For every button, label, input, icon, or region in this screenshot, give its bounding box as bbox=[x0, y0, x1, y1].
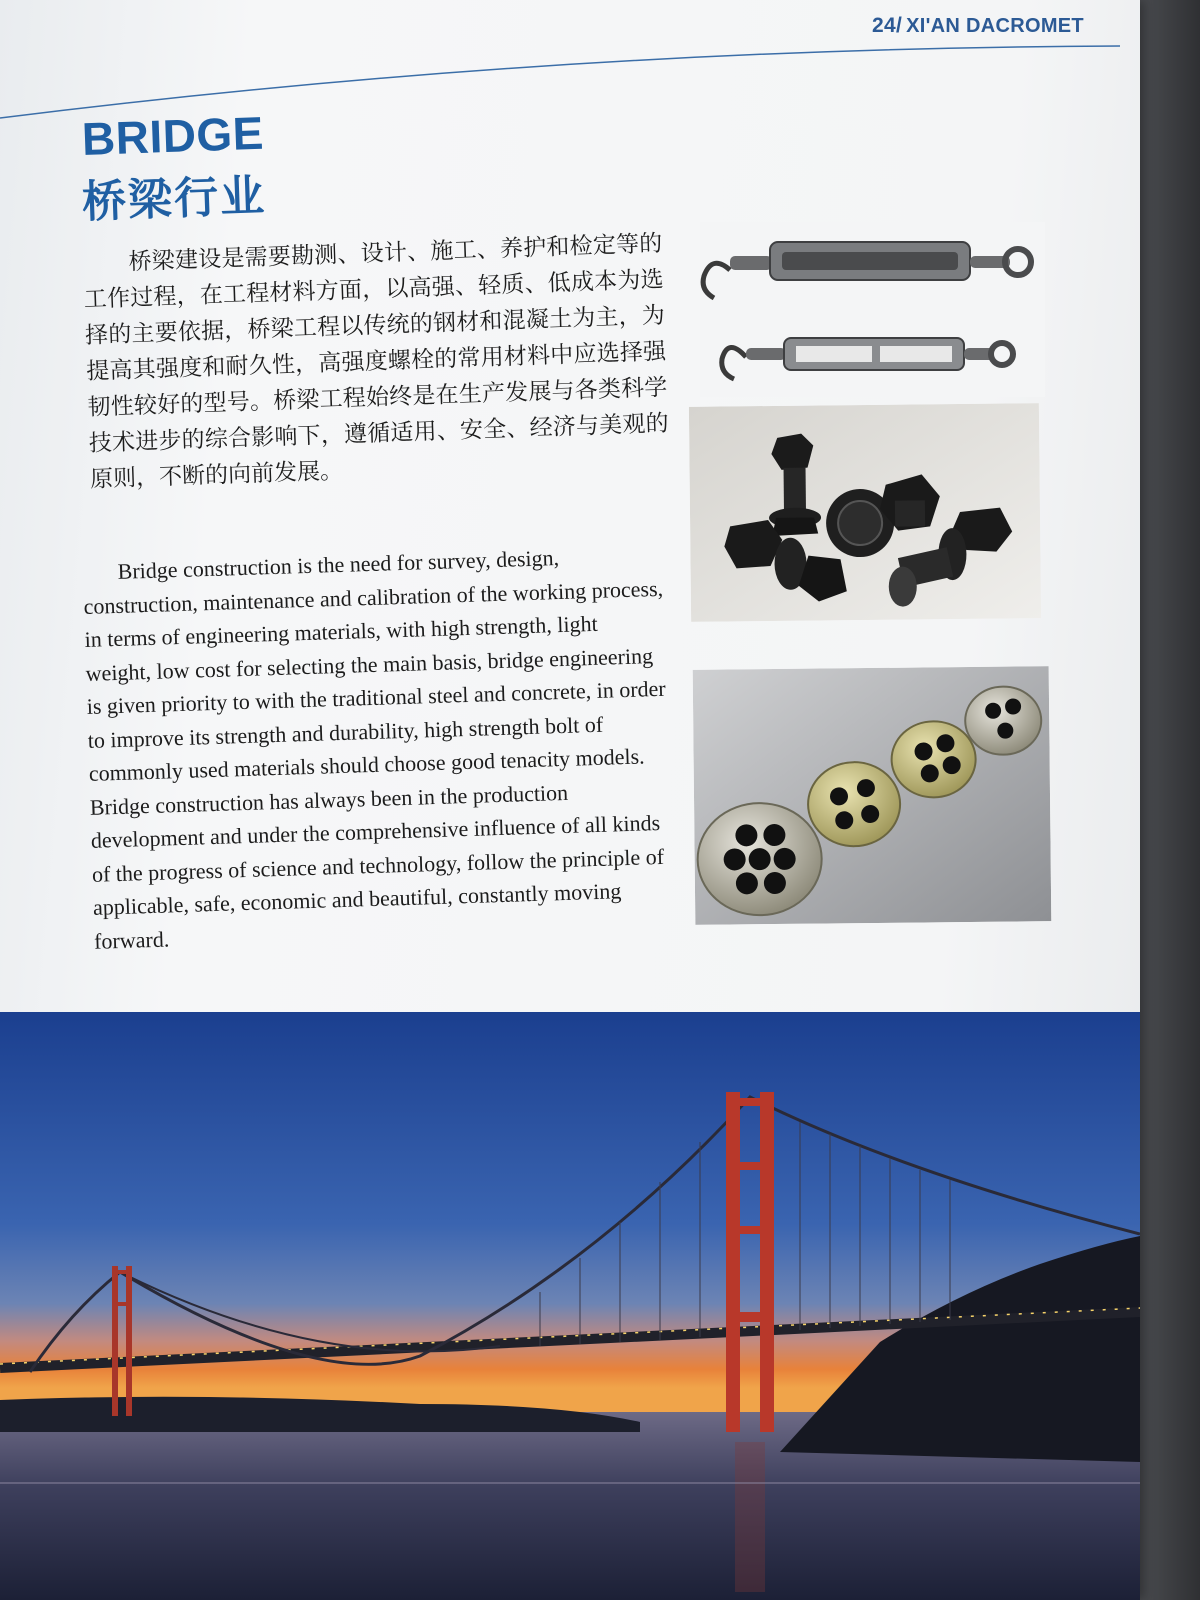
section-title-chinese: 桥梁行业 bbox=[81, 170, 267, 228]
background-surface bbox=[1140, 0, 1200, 1600]
brand-name: XI'AN DACROMET bbox=[906, 15, 1084, 37]
golden-gate-bridge-photo bbox=[0, 1012, 1140, 1600]
high-strength-bolts-photo bbox=[689, 403, 1041, 622]
turnbuckle-photo bbox=[700, 222, 1045, 397]
english-description-paragraph: Bridge construction is the need for survey, design, construction, maintenance and calibration of the working process, in terms of engineering materials, with high strength, light weight, low cost for selecting the main basis, bridge engineering is given priority to with the traditional steel and concrete, in order to improve its strength and durability, high strength bolt of commonly used materials should choose good tenacity models. Bridge construction has always been in the production development and under the comprehensive influence of all kinds of the progress of science and technology, follow the principle of applicable, safe, economic and beautiful, constantly moving forward. bbox=[83, 545, 667, 954]
anchor-plates-photo bbox=[693, 666, 1052, 925]
section-title-english: BRIDGE bbox=[81, 106, 265, 165]
page-number: 24/ bbox=[872, 14, 903, 37]
chinese-description-paragraph: 桥梁建设是需要勘测、设计、施工、养护和检定等的工作过程，在工程材料方面，以高强、轻质、低成本为选择的主要依据，桥梁工程以传统的钢材和混凝土为主，为提高其强度和耐久性，高强度螺栓的常用材料中应选择强韧性较好的型号。桥梁工程始终是在生产发展与各类科学技术进步的综合影响下，遵循适用、安全、经济与美观的原则，不断的向前发展。 bbox=[83, 230, 670, 493]
page-header bbox=[872, 14, 1084, 38]
